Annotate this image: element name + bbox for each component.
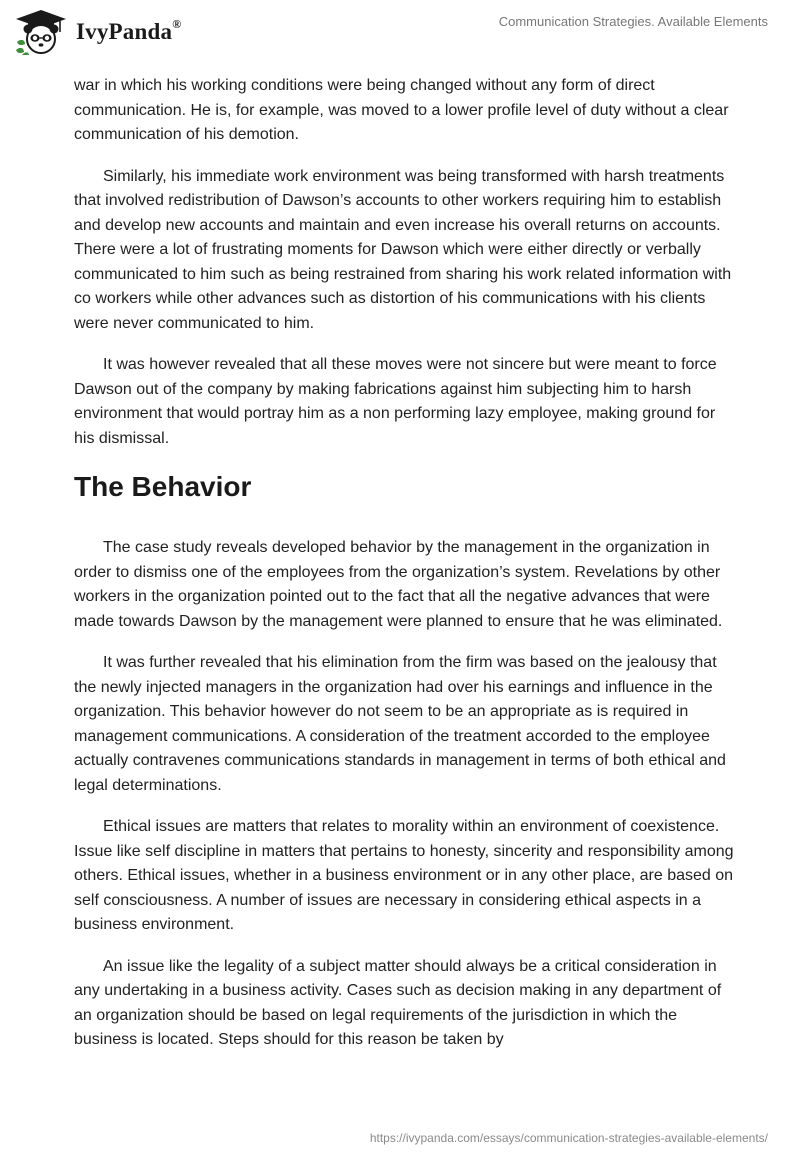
paragraph: Similarly, his immediate work environment was being transformed with harsh treatments that involved redistribution of Dawson’s accounts to other workers requiring him to establish and develop new accounts and maintain and even increase his overall returns on accounts. There were a lot of frustrating moments for Dawson which were either directly or verbally communicated to him such as being restrained from sharing his work related information with co workers while other advances such as distortion of his communications with his clients were never communicated to him. (74, 167, 732, 332)
paragraph: It was further revealed that his elimination from the firm was based on the jealousy that the newly injected managers in the organization had over his earnings and influence in the organization. This behavior however do not seem to be an appropriate as is required in management communications. A consideration of the treatment accorded to the employee actually contravenes communications standards in management in terms of both ethical and legal determinations. (74, 654, 726, 794)
paragraph: The case study reveals developed behavior by the management in the organization in order to dismiss one of the employees from the organization’s system. Revelations by other workers in the organization pointed out to the fact that all the negative advances that were made towards Dawson by the management were planned to ensure that he was eliminated. (74, 539, 723, 630)
essay-body (74, 74, 734, 1070)
page-header (0, 0, 800, 64)
paragraph: war in which his working conditions were being changed without any form of direct communication. He is, for example, was moved to a lower profile level of duty without a clear communication of his demotion. (74, 77, 729, 143)
paragraph: It was however revealed that all these moves were not sincere but were meant to force Dawson out of the company by making fabrications against him subjecting him to harsh environment that would portray him as a non performing lazy employee, making ground for his dismissal. (74, 356, 717, 447)
logo-wordmark: IvyPanda® (76, 17, 182, 44)
section-heading: The Behavior (74, 471, 252, 502)
paragraph: Ethical issues are matters that relates to morality within an environment of coexistence. Issue like self discipline in matters that pertains to honesty, sincerity and responsibility among others. Ethical issues, whether in a business environment or in any other place, are based on self consciousness. A number of issues are necessary in considering ethical aspects in a business environment. (74, 818, 734, 933)
ivypanda-logo[interactable] (14, 8, 181, 56)
panda-graduate-icon (14, 8, 68, 56)
source-url[interactable]: https://ivypanda.com/essays/communication-strategies-available-elements/ (369, 1131, 768, 1145)
paragraph: An issue like the legality of a subject matter should always be a critical consideration in any undertaking in a business activity. Cases such as decision making in any department of an organization should be based on legal requirements of the jurisdiction in which the business is located. Steps should for this reason be taken by (74, 957, 722, 1048)
document-title: Communication Strategies. Available Elements (498, 14, 768, 29)
